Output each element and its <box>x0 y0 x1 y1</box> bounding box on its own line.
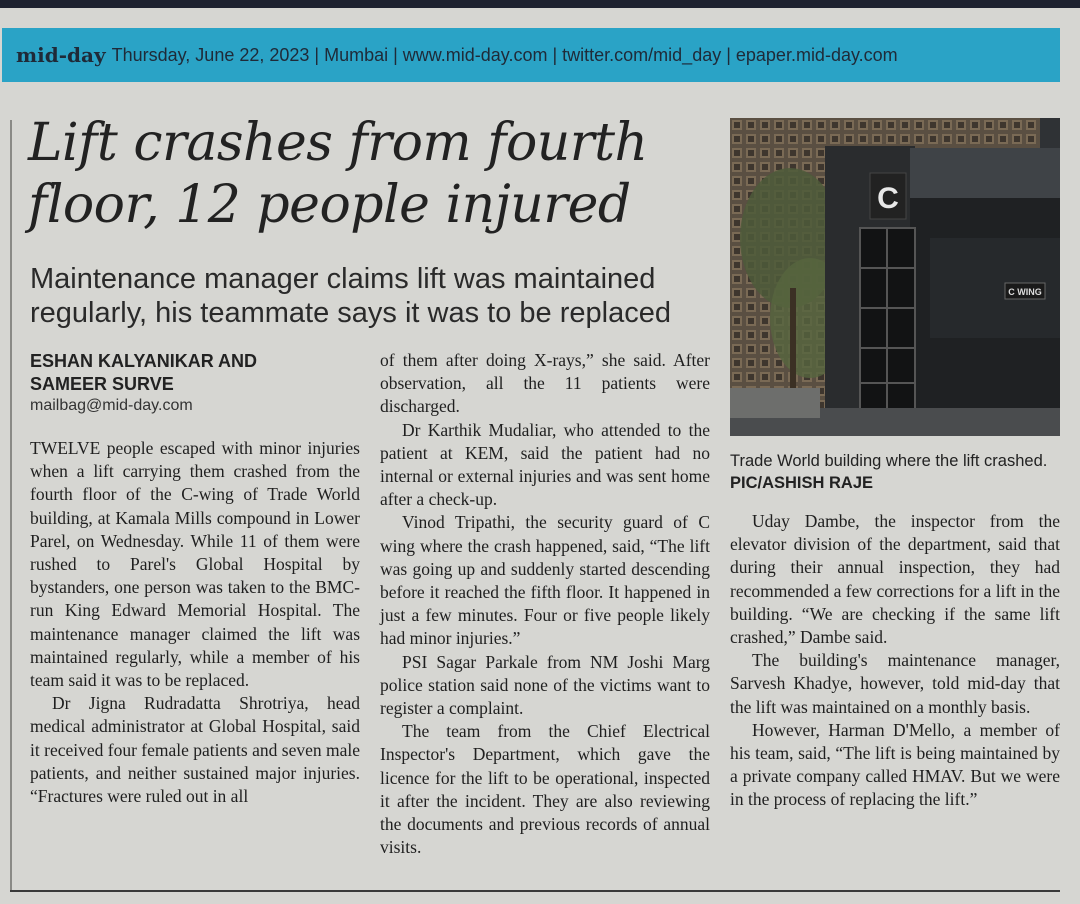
paragraph: of them after doing X-rays,” she said. After observation, all the 11 patients were discharged. <box>380 350 710 417</box>
paragraph: Uday Dambe, the inspector from the elevator division of the department, said that during their annual inspection, they had recommended a few corrections for a lift in the building. “We are checking if the same lift crashed,” Dambe said. <box>730 511 1060 648</box>
newspaper-banner <box>2 28 1060 82</box>
banner-info: Thursday, June 22, 2023 | Mumbai | www.mid-day.com | twitter.com/mid_day | epaper.mid-day.com <box>111 44 898 65</box>
paragraph: Vinod Tripathi, the security guard of C wing where the crash happened, said, “The lift was going up and suddenly started descending before it reached the fifth floor. It happened in just a few minutes. Four or five people likely had minor injuries.” <box>380 512 710 649</box>
top-edge-bar <box>0 0 1080 8</box>
article-column-2 <box>380 349 710 859</box>
subhead-line-1: Maintenance manager claims lift was maintained <box>30 263 656 295</box>
photo-caption <box>730 450 1060 494</box>
article-column-1 <box>30 437 360 808</box>
headline-line-2: floor, 12 people injured <box>28 175 631 235</box>
masthead-logo: mid-day <box>16 43 106 67</box>
article-subhead <box>30 262 720 330</box>
photo-credit: PIC/ASHISH RAJE <box>730 474 874 492</box>
paragraph: PSI Sagar Parkale from NM Joshi Marg police station said none of the victims want to register a complaint. <box>380 651 710 719</box>
paragraph: Dr Jigna Rudradatta Shrotriya, head medical administrator at Global Hospital, said it received four female patients and seven male patients, and neither sustained major injuries. “Fractures were ruled out in all <box>30 693 360 807</box>
byline <box>30 350 360 396</box>
article-column-3 <box>730 510 1060 812</box>
author-email: mailbag@mid-day.com <box>30 397 193 414</box>
paragraph: However, Harman D'Mello, a member of his team, said, “The lift is being maintained by a private company called HMAV. But we were in the process of replacing the lift.” <box>730 719 1060 810</box>
subhead-line-2: regularly, his teammate says it was to be replaced <box>30 297 671 329</box>
bottom-rule <box>10 890 1060 892</box>
paragraph: TWELVE people escaped with minor injuries when a lift carrying them crashed from the fourth floor of the C-wing of Trade World building, at Kamala Mills compound in Lower Parel, on Wednesday. While 11 of them were rushed to Parel's Global Hospital by bystanders, one person was taken to the BMC-run King Edward Memorial Hospital. The maintenance manager claimed the lift was maintained regularly, while a member of his team said it was to be replaced. <box>30 438 360 691</box>
left-column-rule <box>10 120 12 890</box>
building-photo <box>730 118 1060 436</box>
building-photo-illustration <box>730 118 1060 436</box>
paragraph: The team from the Chief Electrical Inspector's Department, which gave the licence for the lift to be operational, inspected it after the incident. They are also reviewing the documents and previous records of annual visits. <box>380 721 710 858</box>
wing-plate: C WING <box>1008 287 1042 297</box>
paragraph: The building's maintenance manager, Sarvesh Khadye, however, told mid-day that the lift was maintained on a monthly basis. <box>730 650 1060 717</box>
paragraph: Dr Karthik Mudaliar, who attended to the patient at KEM, said the patient had no internal or external injuries and was sent home after a check-up. <box>380 419 710 510</box>
headline-line-1: Lift crashes from fourth <box>28 113 648 173</box>
building-sign-letter: C <box>877 182 899 215</box>
byline-line-1: ESHAN KALYANIKAR AND <box>30 351 258 371</box>
caption-text: Trade World building where the lift crashed. <box>730 452 1048 470</box>
byline-line-2: SAMEER SURVE <box>30 374 174 394</box>
article-headline <box>28 112 728 236</box>
